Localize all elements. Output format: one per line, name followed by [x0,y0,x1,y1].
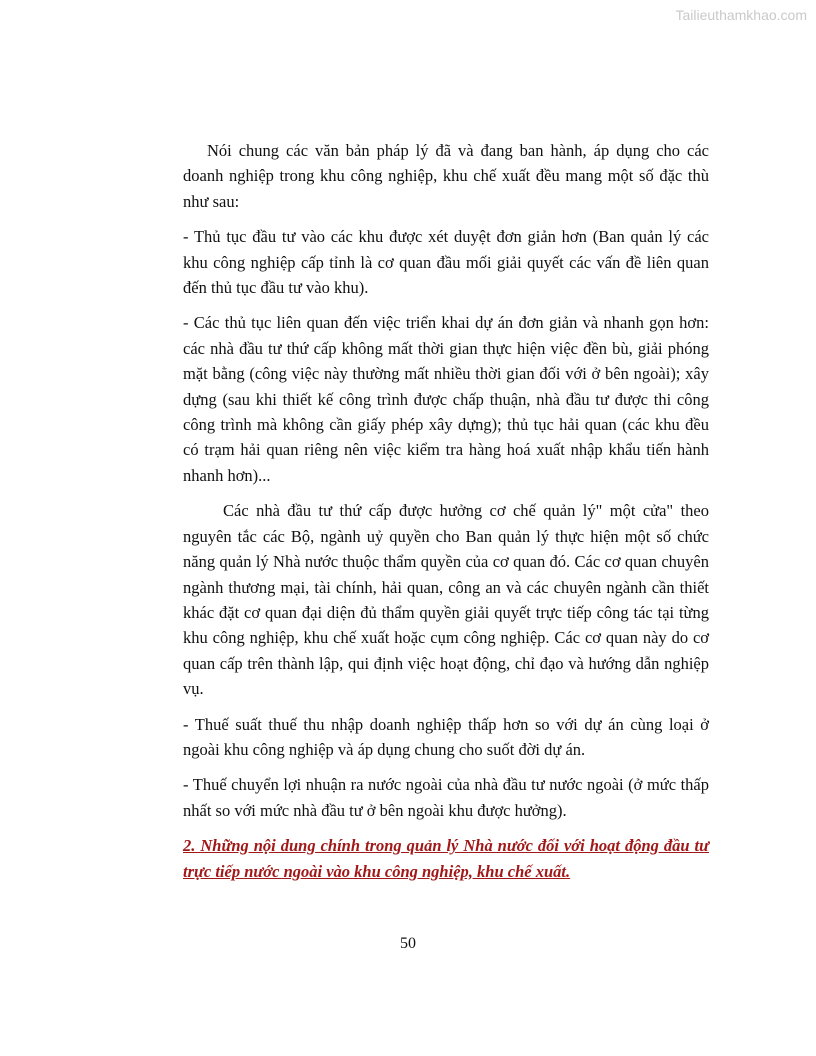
section-heading: 2. Những nội dung chính trong quản lý Nhà nước đối với hoạt động đầu tư trực tiếp nước ngoài vào khu công nghiệp, khu chế xuất. [183,836,709,881]
one-stop-paragraph: Các nhà đầu tư thứ cấp được hưởng cơ chế quản lý" một cửa" theo nguyên tắc các Bộ, ngành uỷ quyền cho Ban quản lý thực hiện một số chức năng quản lý Nhà nước thuộc thẩm quyền của cơ quan đó. Các cơ quan chuyên ngành thương mại, tài chính, hải quan, công an và các chuyên ngành cần thiết khác đặt cơ quan đại diện đủ thẩm quyền giải quyết trực tiếp công tác tại từng khu công nghiệp, khu chế xuất hoặc cụm công nghiệp. Các cơ quan này do cơ quan cấp trên thành lập, qui định việc hoạt động, chỉ đạo và hướng dẫn nghiệp vụ. [183,501,709,699]
intro-paragraph: Nói chung các văn bản pháp lý đã và đang ban hành, áp dụng cho các doanh nghiệp trong khu công nghiệp, khu chế xuất đều mang một số đặc thù như sau: [183,141,709,211]
bullet-profit-transfer-tax: - Thuế chuyển lợi nhuận ra nước ngoài của nhà đầu tư nước ngoài (ở mức thấp nhất so với mức nhà đầu tư ở bên ngoài khu được hưởng). [183,775,709,820]
bullet-investment-procedure: - Thủ tục đầu tư vào các khu được xét duyệt đơn giản hơn (Ban quản lý các khu công nghiệp cấp tỉnh là cơ quan đầu mối giải quyết các vấn đề liên quan đến thủ tục đầu tư vào khu). [183,227,709,298]
bullet-project-procedure: - Các thủ tục liên quan đến việc triển khai dự án đơn giản và nhanh gọn hơn: các nhà đầu tư thứ cấp không mất thời gian thực hiện việc đền bù, giải phóng mặt bằng (công việc này thường mất nhiều thời gian đối với ở bên ngoài); xây dựng (sau khi thiết kế công trình được chấp thuận, nhà đầu tư được thi công công trình mà không cần giấy phép xây dựng); thủ tục hải quan (các khu đều có trạm hải quan riêng nên việc kiểm tra hàng hoá xuất nhập khẩu tiến hành nhanh hơn)... [183,313,709,485]
page-number: 50 [400,935,416,952]
bullet-income-tax: - Thuế suất thuế thu nhập doanh nghiệp thấp hơn so với dự án cùng loại ở ngoài khu công nghiệp và áp dụng chung cho suốt đời dự án. [183,714,709,759]
watermark: Tailieuthamkhao.com [675,7,807,23]
document-body [183,138,709,884]
